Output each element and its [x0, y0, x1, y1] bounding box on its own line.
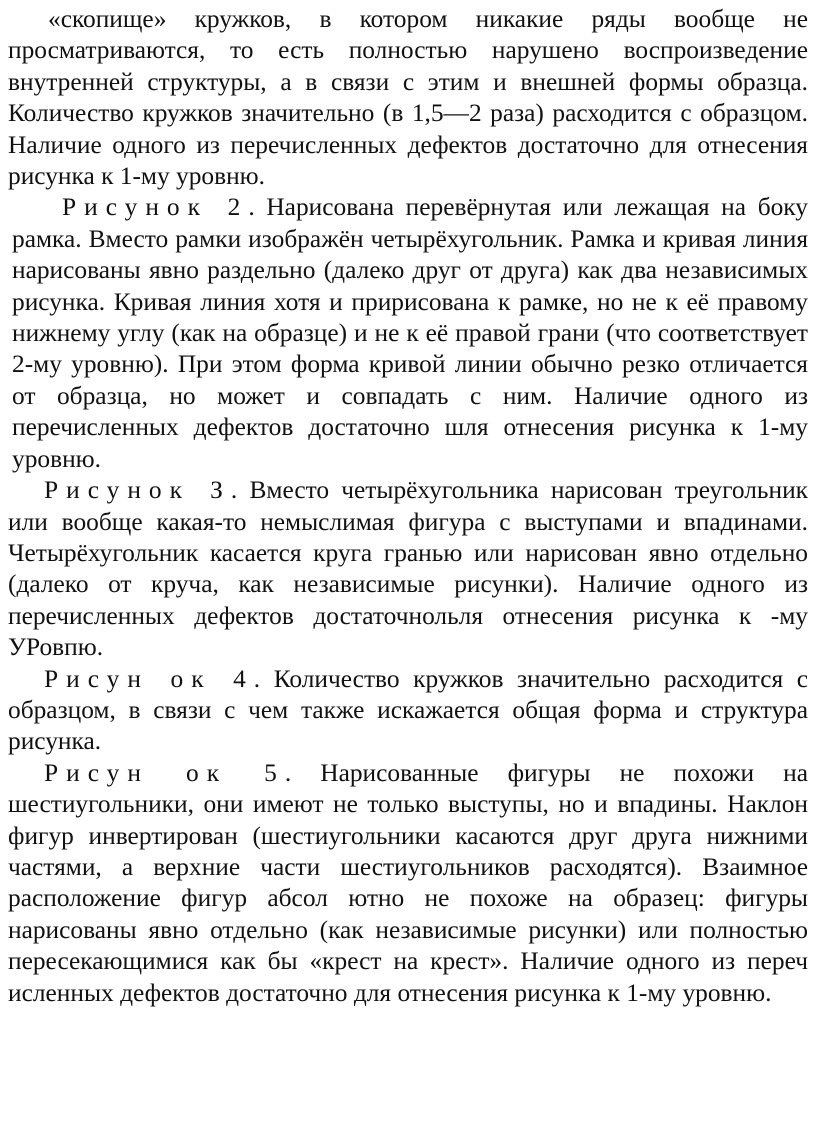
paragraph-1	[8, 4, 808, 192]
paragraph-2-text: . Нарисована перевёрнутая или лежащая на боку рамка. Вместо рамки изображён четырёхугольник. Рамка и кривая линия нарисованы явно раздельно (далеко друг от друга) как два независимых рисунка. Кривая линия хотя и пририсована к рамке, но не к её правому нижнему углу (как на образце) и не к её правой грани (что соответствует 2-му уровню). При этом форма кривой линии обычно резко отличается от образца, но может и совпадать с ним. Наличие одного из перечисленных дефектов достаточно шля отнесения рисунка к 1-му уровню.	[12, 193, 808, 473]
paragraph-1-text: «скопище» кружков, в котором никакие ряды вообще не просматриваются, то есть полностью нарушено воспроизведение внутренней структуры, а в связи с этим и внешней формы образца. Количество кружков значительно (в 1,5—2 раза) расходится с образцом. Наличие одного из перечисленных дефектов достаточно для отнесения рисунка к 1-му уровню.	[8, 5, 808, 191]
figure-4-heading: Рисун ок 4	[44, 664, 254, 693]
paragraph-4-text: . Количество кружков значительно расходится с образцом, в связи с чем также искажается общая форма и структура рисунка.	[8, 664, 808, 756]
paragraph-5	[8, 758, 808, 1009]
figure-3-heading: Рисунок З	[44, 476, 231, 505]
figure-5-heading: Рисун ок 5	[44, 758, 285, 787]
paragraph-4	[8, 664, 808, 758]
paragraph-3-text: . Вместо четырёхугольника нарисован треугольник или вообще какая-то немыслимая фигура с выступами и впадинами. Четырёхугольник касается круга гранью или нарисован явно отдельно (далеко от круча, как независимые рисунки). Наличие одного из перечисленных дефектов достаточнольля отнесения рисунка к -му УРовпю.	[8, 476, 808, 662]
figure-2-heading: Рисунок 2	[62, 193, 249, 222]
paragraph-2	[8, 192, 808, 475]
paragraph-5-text: . Нарисованные фигуры не похожи на шестиугольники, они имеют не только выступы, но и впадины. Наклон фигур инвертирован (шестиугольники касаются друг друга нижними частями, а верхние части шестиугольников расходятся). Взаимное расположение фигур абсол ютно не похоже на образец: фигуры нарисованы явно отдельно (как независимые рисунки) или полностью пересекающимися как бы «крест на крест». Наличие одного из переч исленных дефектов достаточно для отнесения рисунка к 1-му уровню.	[8, 758, 808, 1007]
paragraph-3	[8, 475, 808, 663]
